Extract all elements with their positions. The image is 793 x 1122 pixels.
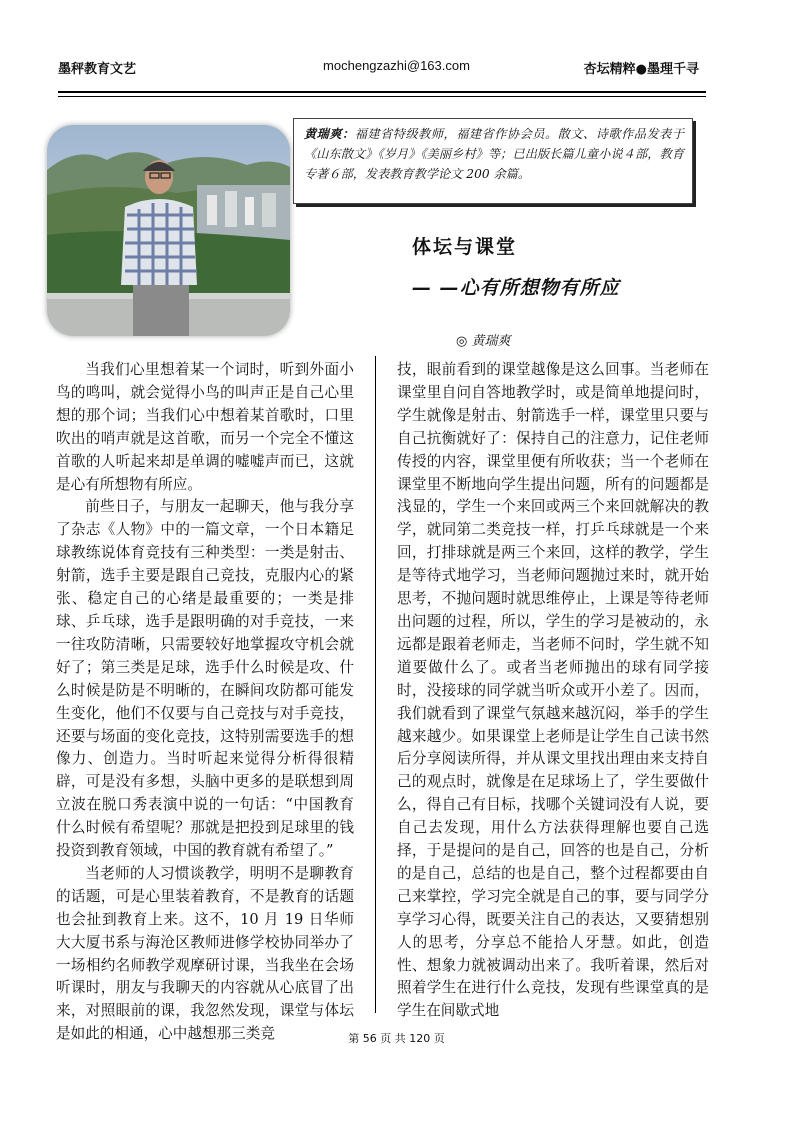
bio-text: 福建省特级教师，福建省作协会员。散文、诗歌作品发表于《山东散文》《岁月》《美丽乡村》等；已出版长篇儿童小说４部，教育专著６部，发表教育教学论文 200 余篇。 [304,127,685,181]
right-column [397,359,709,1023]
header-rule-thick [58,91,706,93]
header-rule-thin [58,96,706,97]
author-photo [47,125,290,336]
paragraph: 技，眼前看到的课堂越像是这么回事。当老师在课堂里自问自答地教学时，或是简单地提问时，学生就像是射击、射箭选手一样，课堂里只要与自己抗衡就好了：保持自己的注意力，记住老师传授的内容，课堂里便有所收获；当一个老师在课堂里不断地向学生提出问题，所有的问题都是浅显的，学生一个来回或两三个来回就解决的教学，就同第二类竞技一样，打乒乓球就是一个来回，打排球就是两三个来回，这样的教学，学生是等待式地学习，当老师问题抛过来时，就开始思考，不抛问题时就思维停止，上课是等待老师出问题的过程，所以，学生的学习是被动的，永远都是跟着老师走，当老师不问时，学生就不知道要做什么了。或者当老师抛出的球有同学接时，没接球的同学就当听众或开小差了。因而，我们就看到了课堂气氛越来越沉闷，举手的学生越来越少。如果课堂上老师是让学生自己读书然后分享阅读所得，并从课文里找出理由来支持自己的观点时，就像是在足球场上了，学生要做什么，得自己有目标，找哪个关键词没有人说，要自己去发现，用什么方法获得理解也要自己选择，于是提问的是自己，回答的也是自己，分析的是自己，总结的也是自己，整个过程都要由自己来掌控，学习完全就是自己的事，要与同学分享学习心得，既要关注自己的表达，又要猜想别人的思考，分享总不能拾人牙慧。如此，创造性、想象力就被调动出来了。我听着课，然后对照着学生在进行什么竞技，发现有些课堂真的是学生在间歇式地 [397,361,709,1020]
section-name: 杏坛精粹●墨理千寻 [583,62,699,77]
column-divider [375,356,376,1013]
paragraph: 当老师的人习惯谈教学，明明不是聊教育的话题，可是心里装着教育，不是教育的话题也会扯到教育上来。这不，10 月 19 日华师大大厦书系与海沧区教师进修学校协同举办了一场相约名师教学观摩研讨课，当我坐在会场听课时，朋友与我聊天的内容就从心底冒了出来，对照眼前的课，我忽然发现，课堂与体坛是如此的相通，心中越想那三类竞 [56,864,354,1043]
article-title: 体坛与课堂 [412,236,518,258]
bio-name: 黄瑞爽： [304,127,355,141]
author-bio-box [293,118,693,204]
paragraph: 当我们心里想着某一个词时，听到外面小鸟的鸣叫，就会觉得小鸟的叫声正是自己心里想的那个词；当我们心中想着某首歌时，口里吹出的哨声就是这首歌，而另一个完全不懂这首歌的人听起来却是单调的嘘嘘声而已，这就是心有所想物有所应。 [56,361,354,493]
article-subtitle: — —心有所想物有所应 [412,277,620,299]
page-number: 第 56 页 共 120 页 [348,1032,445,1045]
left-column [56,359,354,1046]
contact-email: mochengzazhi@163.com [323,58,470,73]
paragraph: 前些日子，与朋友一起聊天，他与我分享了杂志《人物》中的一篇文章，一个日本籍足球教练说体育竞技有三种类型：一类是射击、射箭，选手主要是跟自己竞技，克服内心的紧张、稳定自己的心绪是最重要的；一类是排球、乒乓球，选手是跟明确的对手竞技，一来一往攻防清晰，只需要较好地掌握攻守机会就好了；第三类是足球，选手什么时候是攻、什么时候是防是不明晰的，在瞬间攻防都可能发生变化，他们不仅要与自己竞技与对手竞技，还要与场面的变化竞技，这特别需要选手的想像力、创造力。当时听起来觉得分析得很精辟，可是没有多想，头脑中更多的是联想到周立波在脱口秀表演中说的一句话：“中国教育什么时候有希望呢？那就是把投到足球里的钱投资到教育领域，中国的教育就有希望了。” [56,498,354,860]
magazine-name: 墨秤教育文艺 [58,62,137,77]
article-author: ◎ 黄瑞爽 [456,334,511,349]
